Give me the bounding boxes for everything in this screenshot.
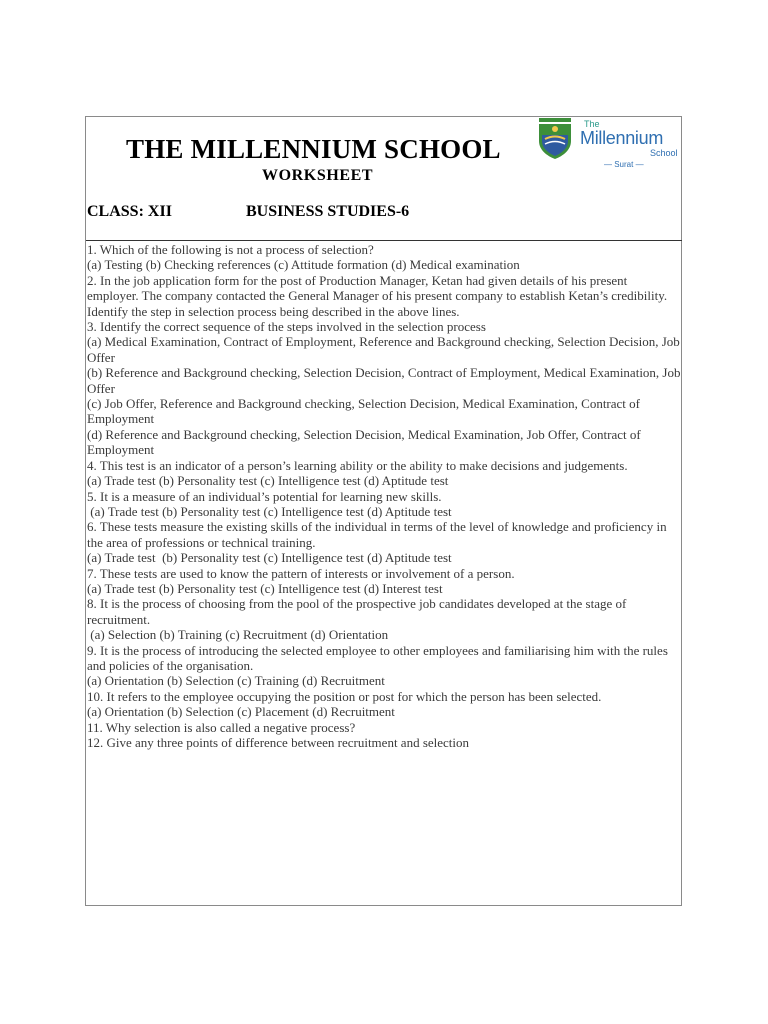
question-line: 9. It is the process of introducing the selected employee to other employees and familiarising him with the rules and policies of the organisation. bbox=[87, 642, 672, 673]
school-crest-icon bbox=[536, 117, 576, 161]
question-list bbox=[87, 242, 684, 750]
question-line: (a) Orientation (b) Selection (c) Training (d) Recruitment bbox=[87, 673, 385, 689]
logo-the: The bbox=[584, 119, 600, 129]
question-line: (d) Reference and Background checking, Selection Decision, Medical Examination, Job Offer, Contract of Employment bbox=[87, 426, 644, 458]
class-label: CLASS: XII bbox=[87, 203, 172, 220]
question-line: (a) Testing (b) Checking references (c) Attitude formation (d) Medical examination bbox=[87, 257, 520, 273]
question-line: 10. It refers to the employee occupying the position or post for which the person has been selected. bbox=[87, 688, 602, 704]
question-line: 12. Give any three points of difference between recruitment and selection bbox=[87, 735, 470, 750]
question-line: 4. This test is an indicator of a person’s learning ability or the ability to make decisions and judgements. bbox=[87, 457, 628, 473]
question-line: (b) Reference and Background checking, Selection Decision, Contract of Employment, Medical Examination, Job Offer bbox=[87, 365, 684, 396]
question-line: (a) Medical Examination, Contract of Employment, Reference and Background checking, Selection Decision, Job Offer bbox=[87, 334, 684, 365]
question-line: (c) Job Offer, Reference and Background checking, Selection Decision, Medical Examination, Contract of Employment bbox=[87, 396, 644, 427]
school-name: THE MILLENNIUM SCHOOL bbox=[126, 134, 501, 164]
question-line: (a) Trade test (b) Personality test (c) Intelligence test (d) Interest test bbox=[87, 580, 443, 596]
header-divider bbox=[86, 240, 682, 241]
question-line: (a) Trade test (b) Personality test (c) Intelligence test (d) Aptitude test bbox=[87, 550, 452, 566]
logo-name: Millennium bbox=[580, 128, 664, 148]
question-line: (a) Orientation (b) Selection (c) Placement (d) Recruitment bbox=[87, 704, 395, 720]
logo-city: — Surat — bbox=[604, 160, 644, 169]
logo-school: School bbox=[650, 148, 678, 158]
question-line: 2. In the job application form for the post of Production Manager, Ketan had given details of his present employer. The company contacted the General Manager of his present company to establish Ketan’s credibility. Identify the step in selection process being described in the above lines. bbox=[87, 272, 671, 319]
question-line: 3. Identify the correct sequence of the steps involved in the selection process bbox=[87, 319, 486, 335]
subject-label: BUSINESS STUDIES-6 bbox=[246, 203, 410, 220]
question-line: 8. It is the process of choosing from the pool of the prospective job candidates developed at the stage of recruitment. bbox=[87, 596, 630, 627]
question-line: 6. These tests measure the existing skills of the individual in terms of the level of knowledge and proficiency in the area of professions or technical training. bbox=[87, 519, 670, 550]
school-logo bbox=[536, 117, 686, 177]
worksheet-page bbox=[85, 116, 682, 906]
question-line: 5. It is a measure of an individual’s potential for learning new skills. bbox=[87, 488, 442, 504]
question-line: (a) Trade test (b) Personality test (c) Intelligence test (d) Aptitude test bbox=[87, 473, 449, 489]
question-line: 11. Why selection is also called a negative process? bbox=[87, 719, 356, 735]
question-line: (a) Trade test (b) Personality test (c) Intelligence test (d) Aptitude test bbox=[87, 503, 452, 519]
question-line: 7. These tests are used to know the pattern of interests or involvement of a person. bbox=[87, 565, 515, 581]
question-line: 1. Which of the following is not a process of selection? bbox=[87, 242, 374, 257]
question-line: (a) Selection (b) Training (c) Recruitment (d) Orientation bbox=[87, 627, 389, 643]
worksheet-title: WORKSHEET bbox=[262, 167, 374, 184]
